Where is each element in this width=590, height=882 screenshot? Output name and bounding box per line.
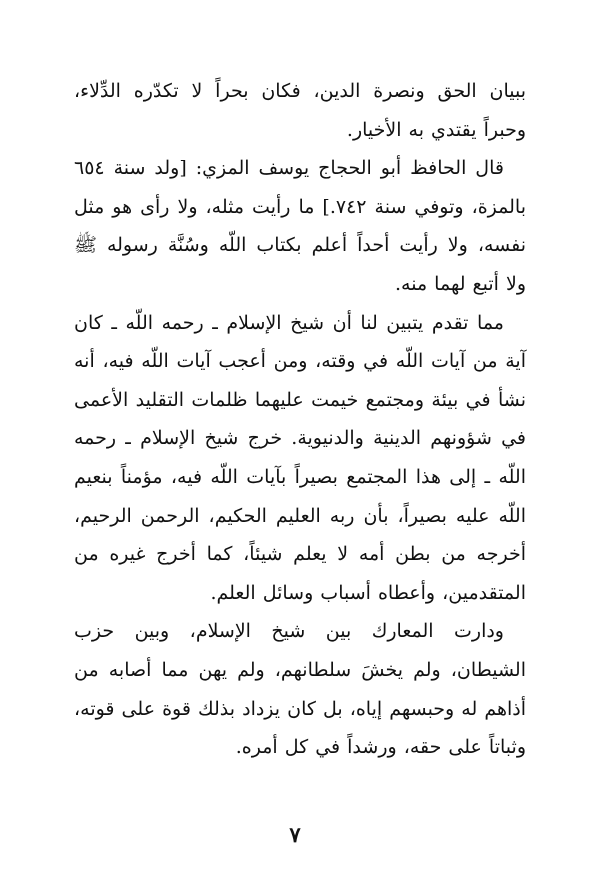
paragraph-1: ببيان الحق ونصرة الدين، فكان بحراً لا تكدّره الدِّلاء، وحبراً يقتدي به الأخيار. xyxy=(74,80,526,141)
paragraph-4: ودارت المعارك بين شيخ الإسلام، وبين حزب الشيطان، ولم يخشَ سلطانهم، ولم يهن مما أصابه من أذاهم له وحبسهم إياه، بل كان يزداد بذلك قوة على قوته، وثباتاً على حقه، ورشداً في كل أمره. xyxy=(74,620,526,759)
paragraph-2: قال الحافظ أبو الحجاج يوسف المزي: [ولد سنة ٦٥٤ بالمزة، وتوفي سنة ٧٤٢.] ما رأيت مثله، ولا رأى هو مثل نفسه، ولا رأيت أحداً أعلم بكتاب اللّه وسُنَّة رسوله ﷺ ولا أتبع لهما منه. xyxy=(74,157,527,295)
paragraph-3: مما تقدم يتبين لنا أن شيخ الإسلام ـ رحمه اللّه ـ كان آية من آيات اللّه في وقته، ومن أعجب آيات اللّه فيه، أنه نشأ في بيئة ومجتمع خيمت عليهما ظلمات التقليد الأعمى في شؤونهم الدينية والدنيوية. خرج شيخ الإسلام ـ رحمه اللّه ـ إلى هذا المجتمع بصيراً بآيات اللّه فيه، مؤمناً بنعيم اللّه عليه بصيراً، بأن ربه العليم الحكيم، الرحمن الرحيم، أخرجه من بطن أمه لا يعلم شيئاً، كما أخرج غيره من المتقدمين، وأعطاه أسباب وسائل العلم. xyxy=(74,311,526,604)
body-text xyxy=(74,72,526,767)
page-number: ٧ xyxy=(289,822,301,847)
